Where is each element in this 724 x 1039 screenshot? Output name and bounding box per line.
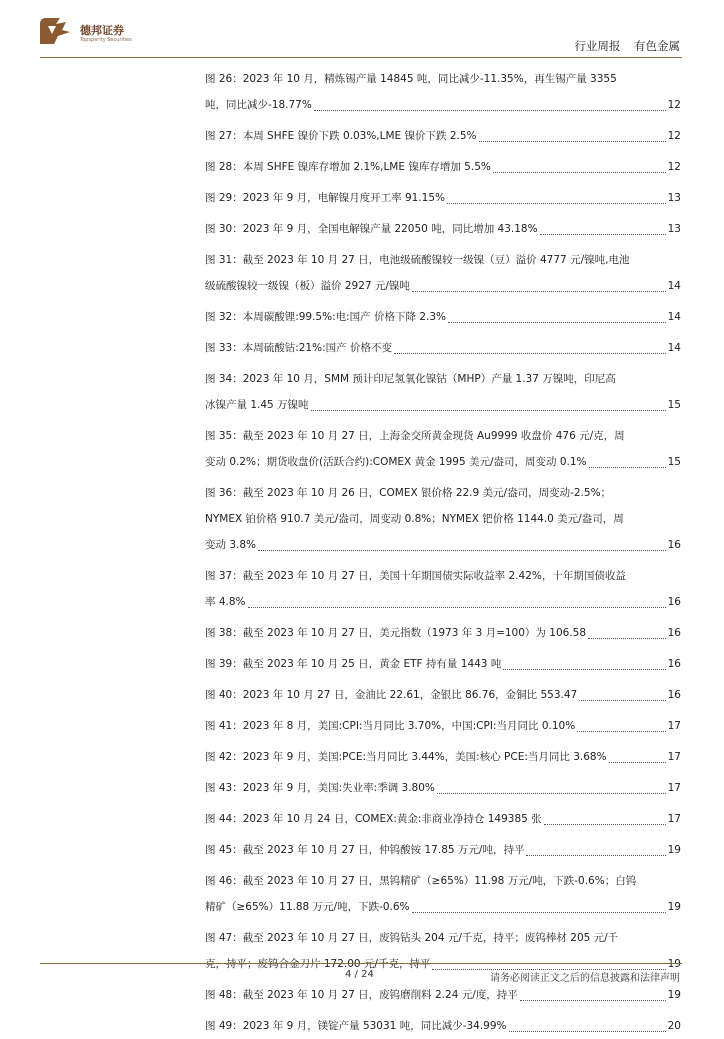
toc-page-number: 19 xyxy=(667,989,681,1001)
toc-page-number: 16 xyxy=(667,539,681,551)
toc-entry-text: 图 29：2023 年 9 月，电解镍月度开工率 91.15% xyxy=(205,192,445,204)
toc-leader-dots xyxy=(503,644,665,670)
toc-leader-dots xyxy=(479,116,666,142)
toc-entry-text: 图 41：2023 年 8 月，美国:CPI:当月同比 3.70%，中国:CPI:当月同比 0.10% xyxy=(205,720,576,732)
toc-page-number: 12 xyxy=(667,99,681,111)
toc-entry-text: 图 39：截至 2023 年 10 月 25 日，黄金 ETF 持有量 1443 吨 xyxy=(205,658,502,670)
toc-entry-text: 变动 3.8% xyxy=(205,539,257,551)
toc-entry[interactable] xyxy=(205,366,681,418)
toc-page-number: 19 xyxy=(667,844,681,856)
toc-leader-dots xyxy=(432,944,665,970)
toc-entry-text: 图 30：2023 年 9 月，全国电解镍产量 22050 吨，同比增加 43.18% xyxy=(205,223,538,235)
toc-entry-text: 图 42：2023 年 9 月，美国:PCE:当月同比 3.44%，美国:核心 PCE:当月同比 3.68% xyxy=(205,751,607,763)
toc-entry-text: NYMEX 铂价格 910.7 美元/盎司，周变动 0.8%；NYMEX 钯价格 1144.0 美元/盎司，周 xyxy=(205,513,624,525)
toc-entry[interactable] xyxy=(205,682,681,708)
toc-entry[interactable] xyxy=(205,651,681,677)
toc-entry-text: 图 27：本周 SHFE 镍价下跌 0.03%,LME 镍价下跌 2.5% xyxy=(205,130,477,142)
company-name-en: Topsperity Securities xyxy=(80,37,132,43)
toc-entry[interactable] xyxy=(205,868,681,920)
toc-entry-text: 图 34：2023 年 10 月，SMM 预计印尼氢氧化镍钴（MHP）产量 1.37 万镍吨，印尼高 xyxy=(205,373,616,385)
toc-page-number: 14 xyxy=(667,311,681,323)
toc-entry[interactable] xyxy=(205,620,681,646)
toc-entry[interactable] xyxy=(205,216,681,242)
toc-page-number: 19 xyxy=(667,901,681,913)
header-labels xyxy=(574,38,680,54)
toc-page-number: 16 xyxy=(667,658,681,670)
toc-page-number: 16 xyxy=(667,596,681,608)
toc-leader-dots xyxy=(609,737,666,763)
toc-leader-dots xyxy=(509,1006,666,1032)
toc-entry[interactable] xyxy=(205,247,681,299)
toc-leader-dots xyxy=(248,582,666,608)
toc-page-number: 17 xyxy=(667,720,681,732)
toc-entry-text: 图 26：2023 年 10 月，精炼锡产量 14845 吨，同比减少-11.35%，再生锡产量 3355 xyxy=(205,73,617,85)
toc-leader-dots xyxy=(412,887,666,913)
toc-leader-dots xyxy=(258,525,666,551)
toc-leader-dots xyxy=(577,706,665,732)
toc-entry-text: 图 40：2023 年 10 月 27 日，金油比 22.61，金银比 86.76，金铜比 553.47 xyxy=(205,689,578,701)
toc-leader-dots xyxy=(493,147,666,173)
toc-entry[interactable] xyxy=(205,304,681,330)
toc-entry[interactable] xyxy=(205,480,681,558)
toc-leader-dots xyxy=(394,328,666,354)
toc-entry[interactable] xyxy=(205,775,681,801)
header-divider xyxy=(40,57,682,58)
toc-leader-dots xyxy=(589,442,666,468)
toc-page-number: 16 xyxy=(667,627,681,639)
toc-entry[interactable] xyxy=(205,837,681,863)
disclaimer-note: 请务必阅读正文之后的信息披露和法律声明 xyxy=(490,973,680,984)
toc-entry-text: 图 43：2023 年 9 月，美国:失业率:季调 3.80% xyxy=(205,782,435,794)
toc-entry[interactable] xyxy=(205,185,681,211)
toc-leader-dots xyxy=(447,178,666,204)
toc-page-number: 19 xyxy=(667,958,681,970)
toc-entry-text: 精矿（≥65%）11.88 万元/吨，下跌-0.6% xyxy=(205,901,410,913)
company-name-cn: 德邦证券 xyxy=(80,24,124,37)
toc-page-number: 13 xyxy=(667,223,681,235)
toc-page-number: 12 xyxy=(667,130,681,142)
toc-entry-text: 图 32：本周碳酸锂:99.5%:电:国产 价格下降 2.3% xyxy=(205,311,447,323)
toc-page-number: 20 xyxy=(667,1020,681,1032)
toc-entry[interactable] xyxy=(205,335,681,361)
toc-leader-dots xyxy=(526,830,665,856)
toc-leader-dots xyxy=(314,85,666,111)
toc-leader-dots xyxy=(311,385,666,411)
toc-page-number: 17 xyxy=(667,813,681,825)
toc-entry-text: 图 37：截至 2023 年 10 月 27 日，美国十年期国债实际收益率 2.42%，十年期国债收益 xyxy=(205,570,626,582)
toc-entry-text: 图 48：截至 2023 年 10 月 27 日，废钨磨削料 2.24 元/度，持平 xyxy=(205,989,518,1001)
toc-entry[interactable] xyxy=(205,713,681,739)
toc-page-number: 17 xyxy=(667,782,681,794)
toc-entry-text: 冰镍产量 1.45 万镍吨 xyxy=(205,399,309,411)
report-type: 行业周报 xyxy=(574,39,621,53)
toc-entry-text: 图 31：截至 2023 年 10 月 27 日，电池级硫酸镍较一级镍（豆）溢价 4777 元/镍吨,电池 xyxy=(205,254,630,266)
toc-entry-text: 吨，同比减少-18.77% xyxy=(205,99,312,111)
toc-entry-text: 图 35：截至 2023 年 10 月 27 日，上海金交所黄金现货 Au9999 收盘价 476 元/克，周 xyxy=(205,430,625,442)
toc-page-number: 12 xyxy=(667,161,681,173)
footer-divider xyxy=(40,963,682,964)
toc-page-number: 17 xyxy=(667,751,681,763)
sector-name: 有色金属 xyxy=(634,39,680,53)
page-header xyxy=(0,0,724,62)
toc-entry-text: 图 49：2023 年 9 月，镁锭产量 53031 吨，同比减少-34.99% xyxy=(205,1020,507,1032)
toc-leader-dots xyxy=(588,613,666,639)
toc-page-number: 14 xyxy=(667,280,681,292)
toc-entry[interactable] xyxy=(205,66,681,118)
toc-entry-text: 图 33：本周硫酸钴:21%:国产 价格不变 xyxy=(205,342,392,354)
toc-entry-text: 图 38：截至 2023 年 10 月 27 日，美元指数（1973 年 3 月=100）为 106.58 xyxy=(205,627,586,639)
toc-page-number: 14 xyxy=(667,342,681,354)
toc-leader-dots xyxy=(412,266,666,292)
logo-mark-icon xyxy=(36,14,76,48)
toc-leader-dots xyxy=(579,675,665,701)
page-number: 4 / 24 xyxy=(345,969,374,980)
toc-entry[interactable] xyxy=(205,982,681,1008)
toc-leader-dots xyxy=(448,297,666,323)
toc-entry[interactable] xyxy=(205,154,681,180)
toc-entry-text: 图 46：截至 2023 年 10 月 27 日，黑钨精矿（≥65%）11.98 万元/吨，下跌-0.6%；白钨 xyxy=(205,875,637,887)
toc-entry-text: 图 36：截至 2023 年 10 月 26 日，COMEX 银价格 22.9 美元/盎司，周变动-2.5%； xyxy=(205,487,612,499)
toc-leader-dots xyxy=(437,768,666,794)
toc-page-number: 15 xyxy=(667,399,681,411)
toc-entry[interactable] xyxy=(205,744,681,770)
company-logo xyxy=(36,14,156,50)
toc-entry-text: 图 44：2023 年 10 月 24 日，COMEX:黄金:非商业净持仓 149385 张 xyxy=(205,813,542,825)
toc-entry-text: 变动 0.2%；期货收盘价(活跃合约):COMEX 黄金 1995 美元/盎司，周变动 0.1% xyxy=(205,456,587,468)
toc-page-number: 13 xyxy=(667,192,681,204)
toc-entry[interactable] xyxy=(205,563,681,615)
toc-entry-text: 图 45：截至 2023 年 10 月 27 日，仲钨酸铵 17.85 万元/吨，持平 xyxy=(205,844,525,856)
toc-page-number: 15 xyxy=(667,456,681,468)
toc-entry-text: 率 4.8% xyxy=(205,596,246,608)
toc-leader-dots xyxy=(544,799,666,825)
toc-entry-text: 图 28：本周 SHFE 镍库存增加 2.1%,LME 镍库存增加 5.5% xyxy=(205,161,491,173)
toc-entry[interactable] xyxy=(205,1013,681,1039)
toc-entry[interactable] xyxy=(205,123,681,149)
toc-entry[interactable] xyxy=(205,806,681,832)
toc-leader-dots xyxy=(540,209,666,235)
toc-entry-text: 克，持平；废钨合金刀片 172.00 元/千克，持平 xyxy=(205,958,431,970)
toc-entry-text: 图 47：截至 2023 年 10 月 27 日，废钨钻头 204 元/千克，持平；废钨棒材 205 元/千 xyxy=(205,932,619,944)
toc-entry-text: 级硫酸镍较一级镍（板）溢价 2927 元/镍吨 xyxy=(205,280,410,292)
toc-page-number: 16 xyxy=(667,689,681,701)
toc-entry[interactable] xyxy=(205,423,681,475)
